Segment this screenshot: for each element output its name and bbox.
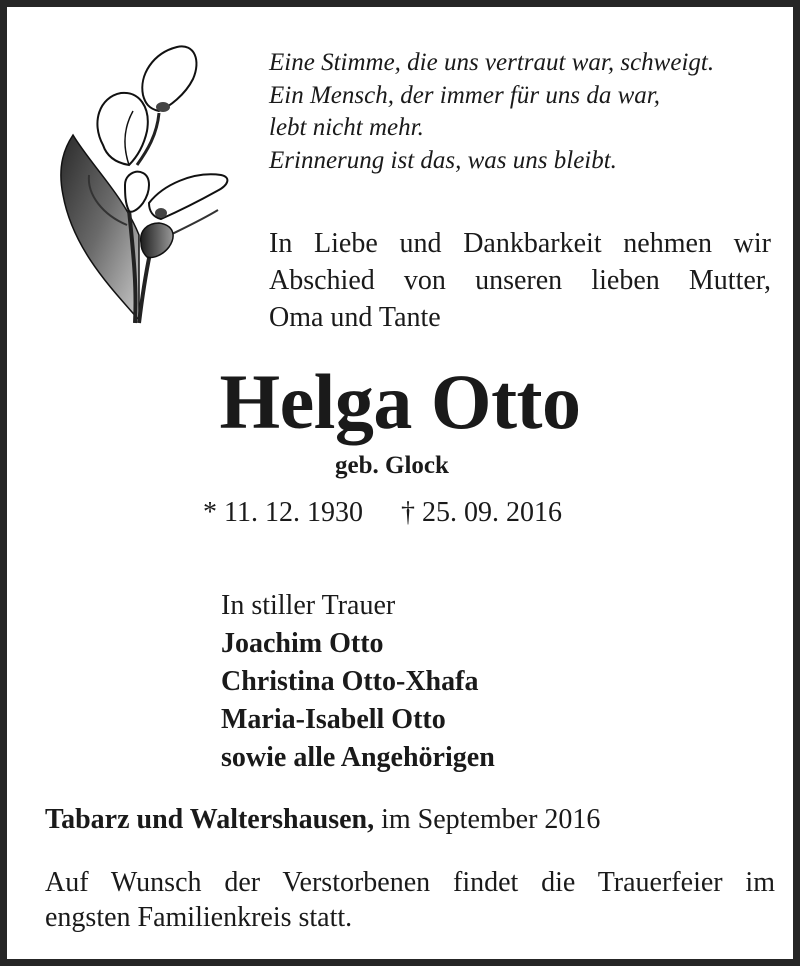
poem xyxy=(269,47,714,177)
poem-line: Ein Mensch, der immer für uns da war, xyxy=(269,81,660,109)
birth-date: * 11. 12. 1930 xyxy=(203,497,363,528)
mourner-name: sowie alle Angehörigen xyxy=(221,742,495,773)
life-dates xyxy=(203,497,562,529)
mourners xyxy=(221,587,495,777)
intro-line: In Liebe und Dankbarkeit nehmen wir xyxy=(269,228,771,259)
calla-lily-icon xyxy=(43,35,243,335)
mourners-heading: In stiller Trauer xyxy=(221,590,396,621)
death-date: † 25. 09. 2016 xyxy=(400,497,562,528)
mourner-name: Joachim Otto xyxy=(221,628,384,659)
intro-text xyxy=(269,225,771,336)
notice-line: engsten Familienkreis statt. xyxy=(45,902,353,933)
funeral-notice xyxy=(45,865,775,935)
mourner-name: Maria-Isabell Otto xyxy=(221,704,446,735)
date: im September 2016 xyxy=(381,804,601,835)
place: Tabarz und Waltershausen, xyxy=(45,804,375,835)
deceased-name: Helga Otto xyxy=(219,358,581,445)
poem-line: Eine Stimme, die uns vertraut war, schweigt. xyxy=(269,49,715,76)
poem-line: Erinnerung ist das, was uns bleibt. xyxy=(269,146,617,174)
mourner-name: Christina Otto-Xhafa xyxy=(221,666,479,697)
poem-line: lebt nicht mehr. xyxy=(269,114,424,141)
intro-line: Abschied von unseren lieben Mutter, xyxy=(269,265,771,296)
intro-line: Oma und Tante xyxy=(269,302,441,333)
notice-line: Auf Wunsch der Verstorbenen findet die Trauerfeier im xyxy=(45,867,775,898)
place-date-line xyxy=(45,804,600,836)
maiden-name: geb. Glock xyxy=(335,452,449,479)
